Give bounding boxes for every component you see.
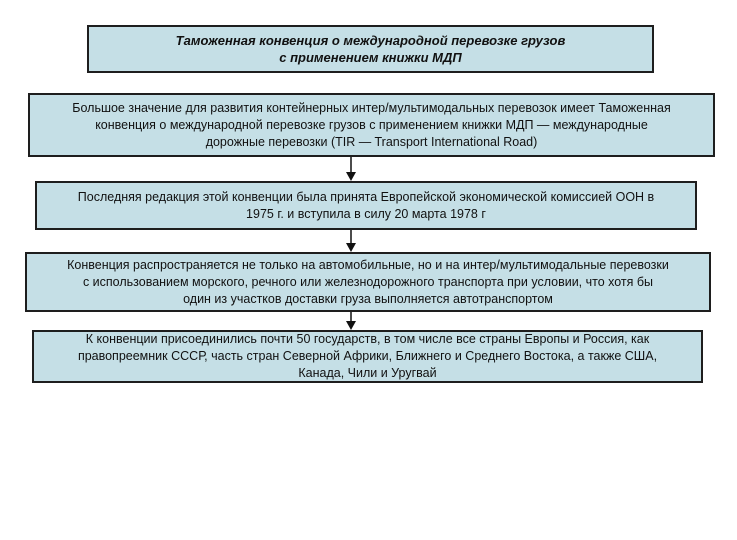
arrow-down-icon: [346, 157, 356, 181]
flow-box-3: [25, 252, 711, 312]
flow-box-3-text: Конвенция распространяется не только на автомобильные, но и на интер/мультимодальные перевозки с использованием морского, речного или железнодорожного транспорта при условии, что хотя бы один из участков доставки груза выполняется автотранспортом: [67, 257, 669, 306]
flow-box-1-text: Большое значение для развития контейнерных интер/мультимодальных перевозок имеет Таможенная конвенция о международной перевозке грузов с применением книжки МДП — международные дорожные перевозки (TIR — Transport International Road): [72, 100, 671, 149]
flow-box-4: [32, 330, 703, 383]
arrow-down-icon: [346, 312, 356, 330]
flow-box-1: [28, 93, 715, 157]
flow-box-4-text: К конвенции присоединились почти 50 государств, в том числе все страны Европы и Россия, как правопреемник СССР, часть стран Северной Африки, Ближнего и Среднего Востока, а также США, Канада, Чили и Уругвай: [77, 332, 658, 380]
flow-box-2: [35, 181, 697, 230]
diagram-title-box: [87, 25, 654, 73]
flow-box-2-text: Последняя редакция этой конвенции была принята Европейской экономической комиссией ООН в 1975 г. и вступила в силу 20 марта 1978 г: [77, 189, 655, 221]
arrow-down-icon: [346, 230, 356, 252]
diagram-title: Таможенная конвенция о международной перевозке грузов с применением книжки МДП: [175, 33, 566, 65]
